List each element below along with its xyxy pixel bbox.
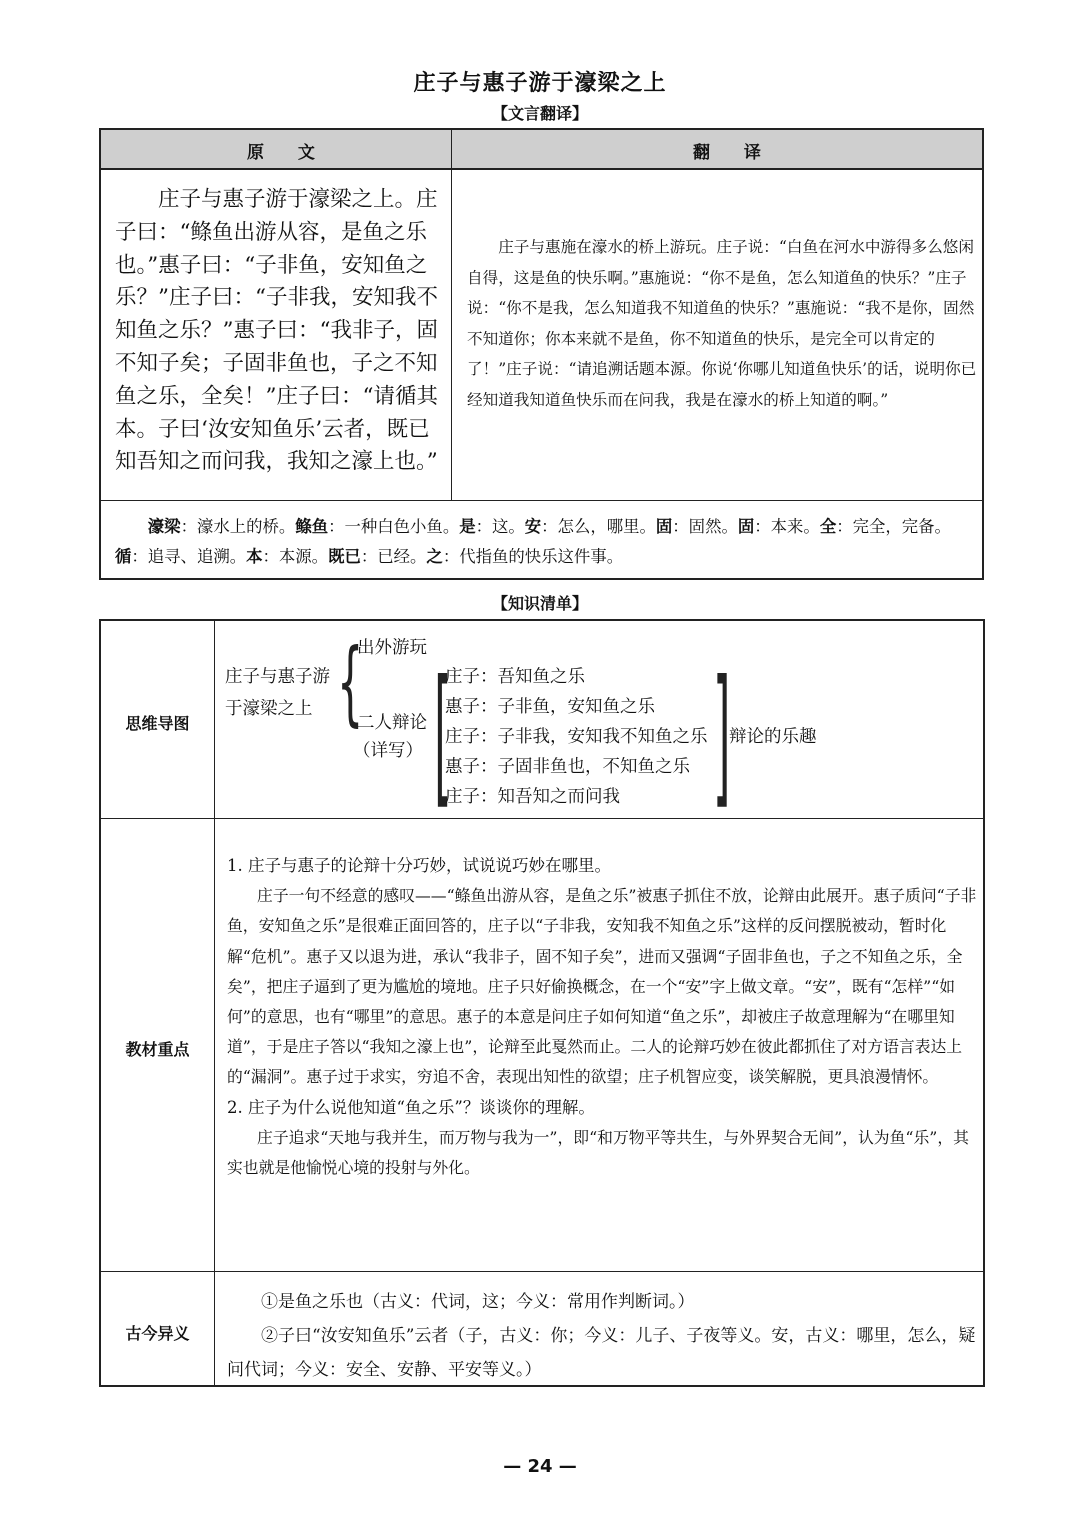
note-term: 鲦鱼 xyxy=(295,517,329,536)
section-label-knowledge: 【知识清单】 xyxy=(491,594,588,613)
note-def: ：固然。 xyxy=(672,517,738,536)
note-term: 是 xyxy=(459,517,476,536)
mindmap-root-line2: 于濠梁之上 xyxy=(225,699,313,719)
knowledge-table xyxy=(99,619,985,1387)
page-number: — 24 — xyxy=(503,1456,577,1477)
column-divider xyxy=(451,130,452,500)
note-def: ：怎么，哪里。 xyxy=(541,517,656,536)
answer-1: 庄子一句不经意的感叹——“鲦鱼出游从容，是鱼之乐”被惠子抓住不放，论辩由此展开。惠子质问“子非鱼，安知鱼之乐”是很难正面回答的，庄子以“子非我，安知我不知鱼之乐”这样的反问摆脱被动，暂时化解“危机”。惠子又以退为进，承认“我非子，固不知子矣”，进而又强调“子固非鱼也，子之不知鱼之乐，全矣”，把庄子逼到了更为尴尬的境地。庄子只好偷换概念，在一个“安”字上做文章。“安”，既有“怎样”“如何”的意思，也有“哪里”的意思。惠子的本意是问庄子如何知道“鱼之乐”，却被庄子故意理解为“在哪里知道”，于是庄子答以“我知之濠上也”，论辩至此戛然而止。二人的论辩巧妙在彼此都抓住了对方语言表达上的“漏洞”。惠子过于求实，穷追不舍，表现出知性的欲望；庄子机智应变，谈笑解脱，更具浪漫情怀。 xyxy=(227,886,977,1087)
note-term: 全 xyxy=(819,517,837,536)
translation-text: 庄子与惠施在濠水的桥上游玩。庄子说：“白鱼在河水中游得多么悠闲自得，这是鱼的快乐啊。”惠施说：“你不是鱼，怎么知道鱼的快乐？”庄子说：“你不是我，怎么知道我不知道鱼的快乐？”惠施说：“我不是你，固然不知道你；你本来就不是鱼，你不知道鱼的快乐，是完全可以肯定的了！”庄子说：“请追溯话题本源。你说‘你哪儿知道鱼快乐’的话，说明你已经知道我知道鱼快乐而在问我，我是在濠水的桥上知道的啊。” xyxy=(467,238,977,409)
mindmap-branch-outing: 出外游玩 xyxy=(357,638,427,658)
mindmap-exchange-4: 惠子：子固非鱼也，不知鱼之乐 xyxy=(445,757,690,777)
note-def: ：这。 xyxy=(475,517,525,536)
note-term: 固 xyxy=(737,517,755,536)
original-text: 庄子与惠子游于濠梁之上。庄子曰：“鲦鱼出游从容，是鱼之乐也。”惠子曰：“子非鱼，安知鱼之乐？”庄子曰：“子非我，安知我不知鱼之乐？”惠子曰：“我非子，固不知子矣；子固非鱼也，子之不知鱼之乐，全矣！”庄子曰：“请循其本。子曰‘汝安知鱼乐’云者，既已知吾知之而问我，我知之濠上也。” xyxy=(115,187,438,475)
right-brace-icon: ] xyxy=(713,649,731,823)
answer-2: 庄子追求“天地与我并生，而万物与我为一”，即“和万物平等共生，与外界契合无间”，认为鱼“乐”，其实也就是他愉悦心境的投射与外化。 xyxy=(227,1127,969,1178)
question-1: 1. 庄子与惠子的论辩十分巧妙，试说说巧妙在哪里。 xyxy=(227,856,611,875)
row-label-ancient-modern: 古今异义 xyxy=(125,1324,190,1343)
header-translation: 翻 译 xyxy=(693,143,775,163)
row-label-mindmap: 思维导图 xyxy=(125,714,190,733)
page-title: 庄子与惠子游于濠梁之上 xyxy=(413,71,667,96)
mindmap-root-line1: 庄子与惠子游 xyxy=(225,667,330,687)
translation-table xyxy=(99,128,984,580)
note-def: ：本来。 xyxy=(754,517,820,536)
note-def: ：完全，完备。 xyxy=(836,517,951,536)
note-def: ：代指鱼的快乐这件事。 xyxy=(442,547,624,566)
note-term: 本 xyxy=(246,547,263,566)
table-header-row xyxy=(101,130,982,170)
meaning-item-1: ①是鱼之乐也（古义：代词，这；今义：常用作判断词。） xyxy=(261,1292,695,1312)
mindmap-exchange-5: 庄子：知吾知之而问我 xyxy=(445,787,620,807)
mindmap-branch-debate-line2: （详写） xyxy=(353,741,423,761)
note-def: ：本源。 xyxy=(262,547,329,566)
header-original: 原 文 xyxy=(247,143,329,163)
row-divider xyxy=(101,1271,983,1272)
left-brace-icon: { xyxy=(337,629,364,736)
note-term: 之 xyxy=(426,547,443,566)
mindmap-branch-debate-line1: 二人辩论 xyxy=(357,713,427,733)
ancient-modern-content xyxy=(227,1285,979,1387)
note-def: ：已经。 xyxy=(360,547,427,566)
note-term: 固 xyxy=(655,517,673,536)
note-term: 循 xyxy=(115,547,132,566)
note-def: ：一种白色小鱼。 xyxy=(328,517,460,536)
row-divider xyxy=(101,500,982,501)
mindmap-exchange-3: 庄子：子非我，安知我不知鱼之乐 xyxy=(445,727,708,747)
note-term: 安 xyxy=(524,517,542,536)
key-points-content xyxy=(227,851,977,1183)
section-label-translation: 【文言翻译】 xyxy=(491,104,588,123)
note-def: ：追寻、追溯。 xyxy=(131,547,247,566)
note-def: ：濠水上的桥。 xyxy=(180,517,296,536)
mindmap-exchange-1: 庄子：吾知鱼之乐 xyxy=(445,667,585,687)
note-term: 濠梁 xyxy=(147,517,181,536)
row-divider xyxy=(101,818,983,819)
vocabulary-notes xyxy=(115,512,975,572)
row-label-keypoints: 教材重点 xyxy=(125,1040,190,1059)
left-brace-icon: [ xyxy=(434,649,452,823)
mindmap-conclusion: 辩论的乐趣 xyxy=(729,727,817,747)
mindmap-exchange-2: 惠子：子非鱼，安知鱼之乐 xyxy=(445,697,655,717)
note-term: 既已 xyxy=(328,547,361,566)
question-2: 2. 庄子为什么说他知道“鱼之乐”？谈谈你的理解。 xyxy=(227,1097,595,1117)
meaning-item-2: ②子曰“汝安知鱼乐”云者（子，古义：你；今义：儿子、子夜等义。安，古义：哪里，怎么，疑问代词；今义：安全、安静、平安等义。） xyxy=(227,1326,976,1380)
